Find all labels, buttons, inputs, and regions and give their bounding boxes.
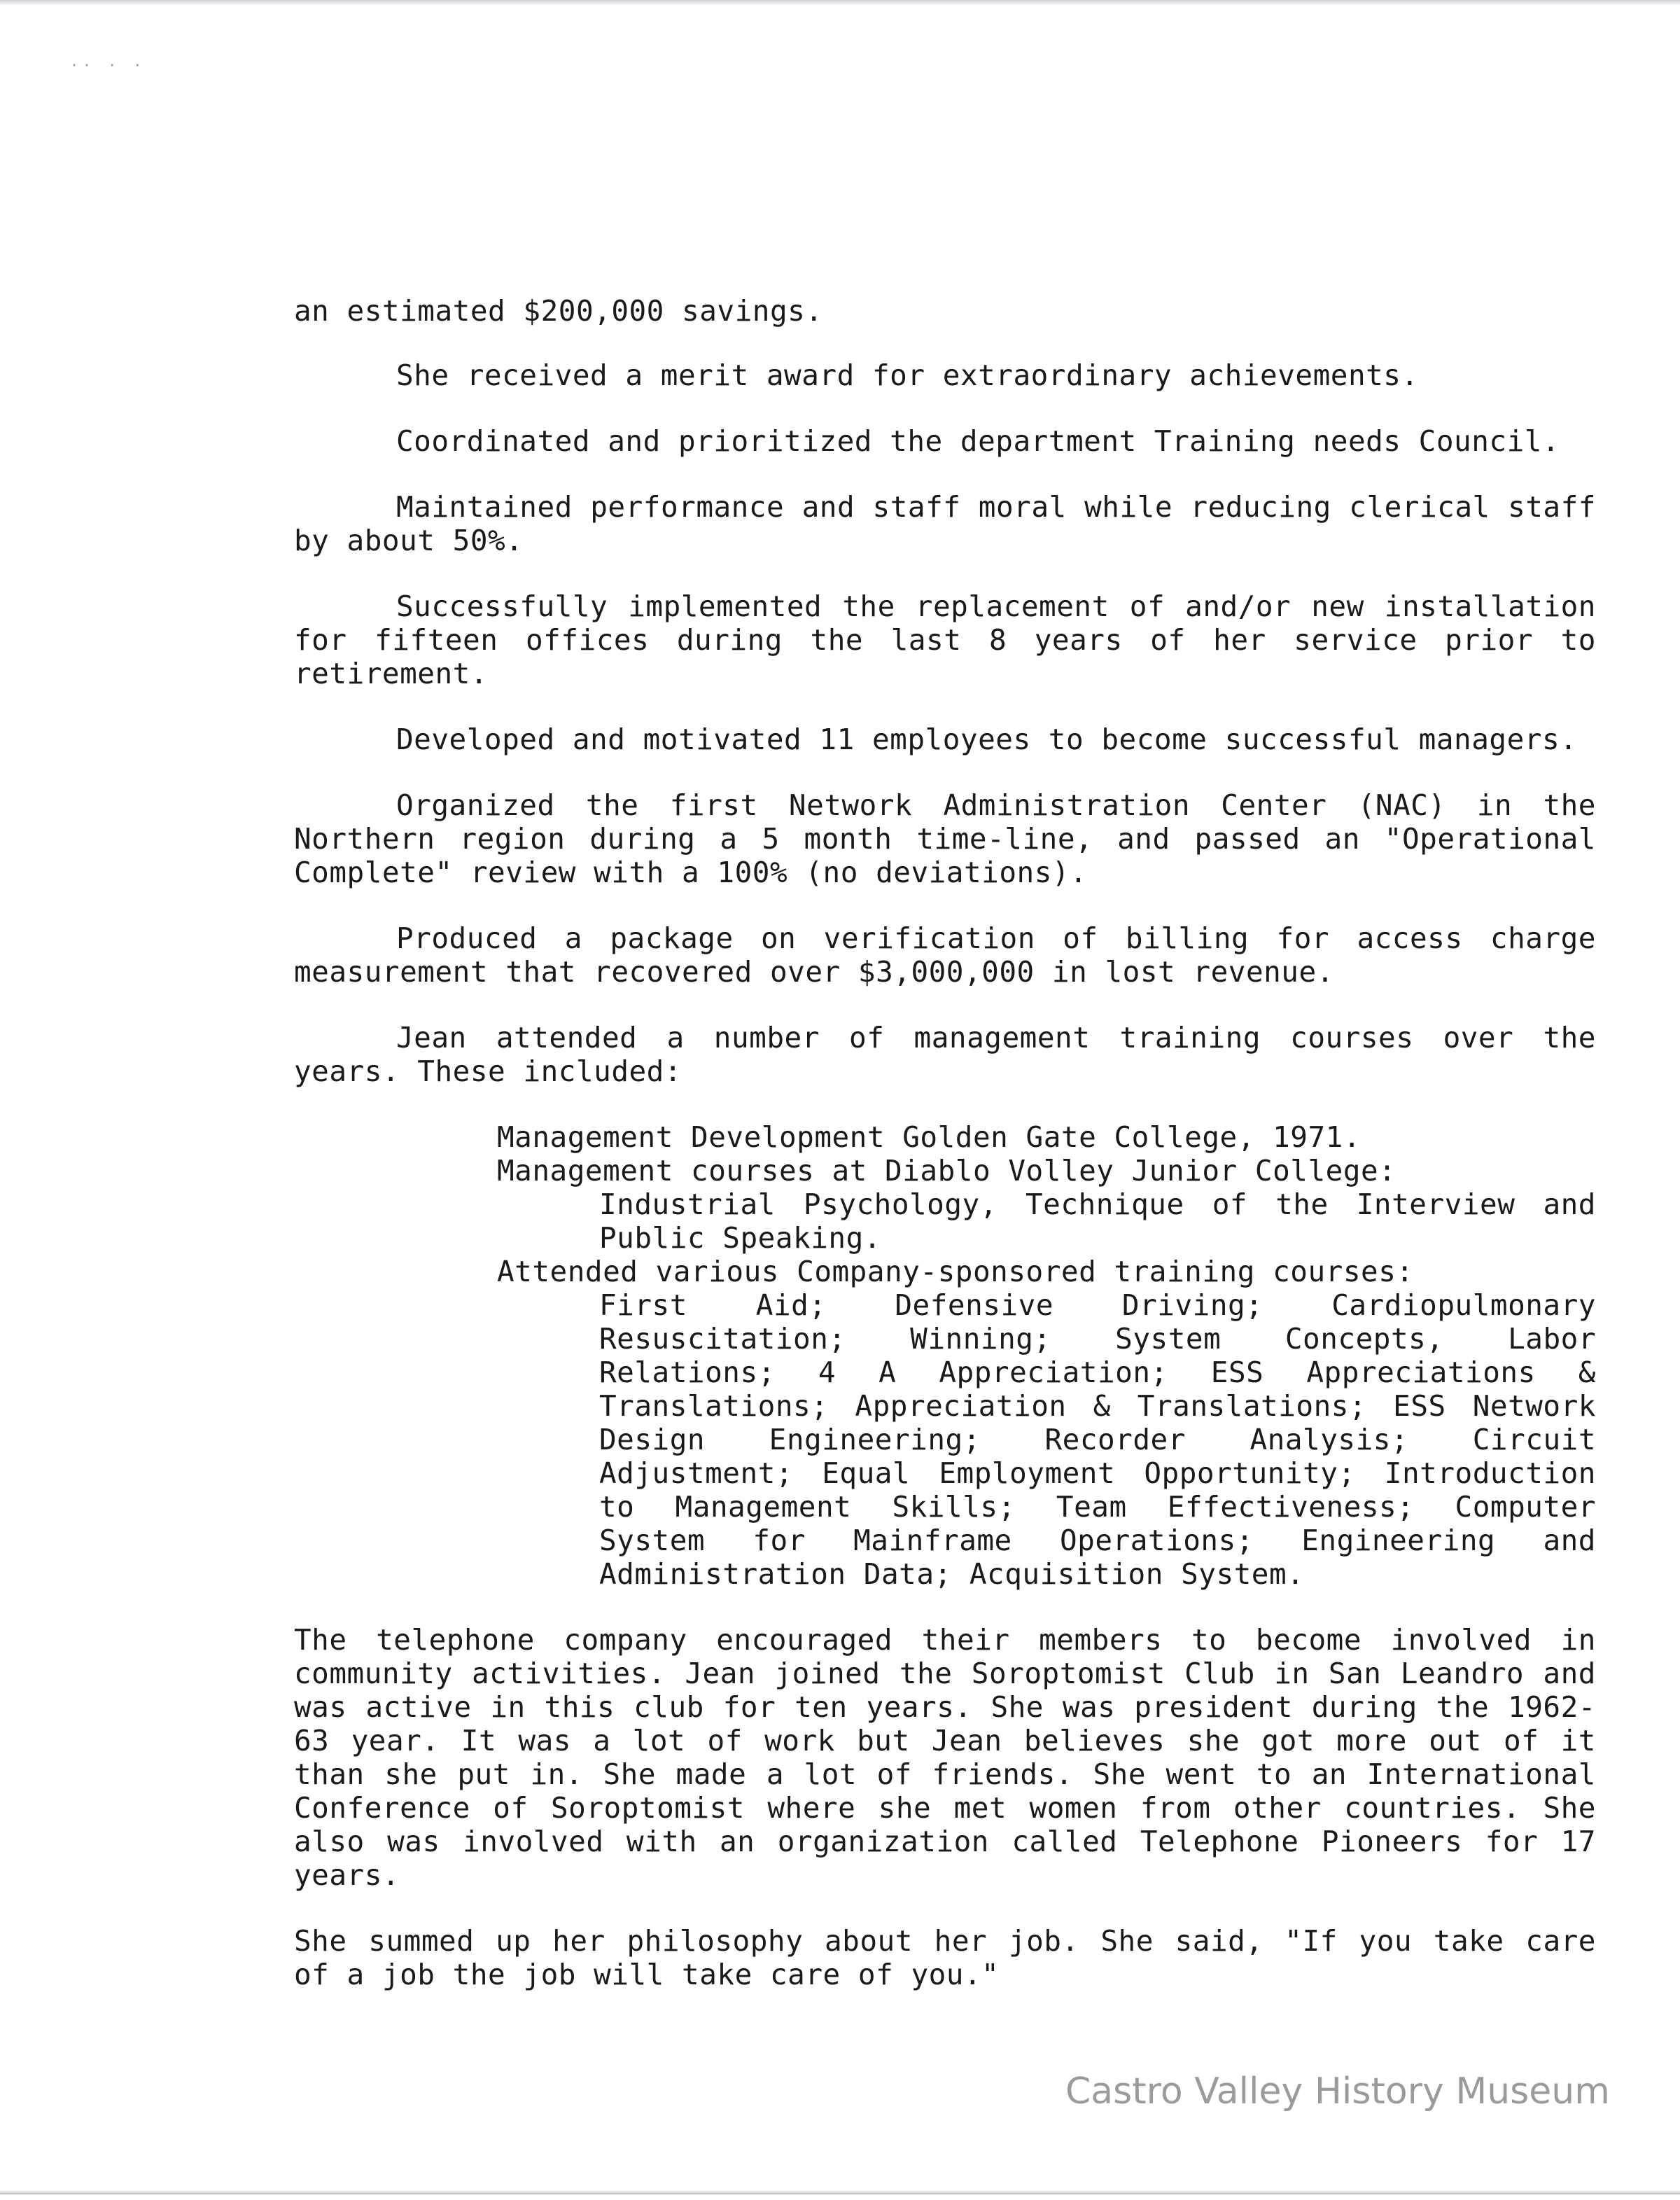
paragraph-courses-intro: Jean attended a number of management training courses over the years. These included:: [294, 1021, 1596, 1088]
course-list: [294, 1120, 1596, 1591]
scan-top-edge: [0, 0, 1680, 6]
scan-bottom-edge: [0, 2190, 1680, 2194]
paragraph-installations: Successfully implemented the replacement of and/or new installation for fifteen offices during the last 8 years of her service prior to retirement.: [294, 590, 1596, 690]
paragraph-nac: Organized the first Network Administration Center (NAC) in the Northern region during a 5 month time-line, and passed an "Operational Complete" review with a 100% (no deviations).: [294, 788, 1596, 889]
scan-speck: ·· · ·: [70, 57, 146, 74]
museum-watermark: Castro Valley History Museum: [1065, 2070, 1610, 2112]
paragraph-merit-award: She received a merit award for extraordinary achievements.: [396, 358, 1419, 392]
course-detail: First Aid; Defensive Driving; Cardiopulmonary Resuscitation; Winning; System Concepts, Labor Relations; 4 A Appreciation; ESS Appreciations & Translations; Appreciation & Translations; ESS Network Design Engineering; Recorder Analysis; Circuit Adjustment; Equal Employment Opportunity; Introduction to Management Skills; Team Effectiveness; Computer System for Mainframe Operations; Engineering and Administration Data; Acquisition System.: [599, 1288, 1596, 1591]
course-detail: Industrial Psychology, Technique of the Interview and Public Speaking.: [599, 1188, 1596, 1255]
paragraph-managers: Developed and motivated 11 employees to become successful managers.: [396, 723, 1578, 756]
paragraph-philosophy: She summed up her philosophy about her job. She said, "If you take care of a job the job will take care of you.": [294, 1924, 1596, 1991]
course-item: Management courses at Diablo Volley Junior College:: [497, 1154, 1396, 1188]
course-item: Attended various Company-sponsored training courses:: [497, 1255, 1414, 1288]
paragraph-community: The telephone company encouraged their members to become involved in community activities. Jean joined the Soroptomist Club in San Leandro and was active in this club for ten years. She was president during the 1962-63 year. It was a lot of work but Jean believes she got more out of it than she put in. She made a lot of friends. She went to an International Conference of Soroptomist where she met women from other countries. She also was involved with an organization called Telephone Pioneers for 17 years.: [294, 1623, 1596, 1892]
paragraph-savings: an estimated $200,000 savings.: [294, 294, 823, 328]
paragraph-training-council: Coordinated and prioritized the department Training needs Council.: [396, 424, 1560, 458]
body-text: [294, 294, 1596, 2024]
paragraph-staff-morale: Maintained performance and staff moral while reducing clerical staff by about 50%.: [294, 490, 1596, 557]
paragraph-billing: Produced a package on verification of billing for access charge measurement that recovered over $3,000,000 in lost revenue.: [294, 921, 1596, 989]
course-item: Management Development Golden Gate College, 1971.: [497, 1120, 1362, 1154]
